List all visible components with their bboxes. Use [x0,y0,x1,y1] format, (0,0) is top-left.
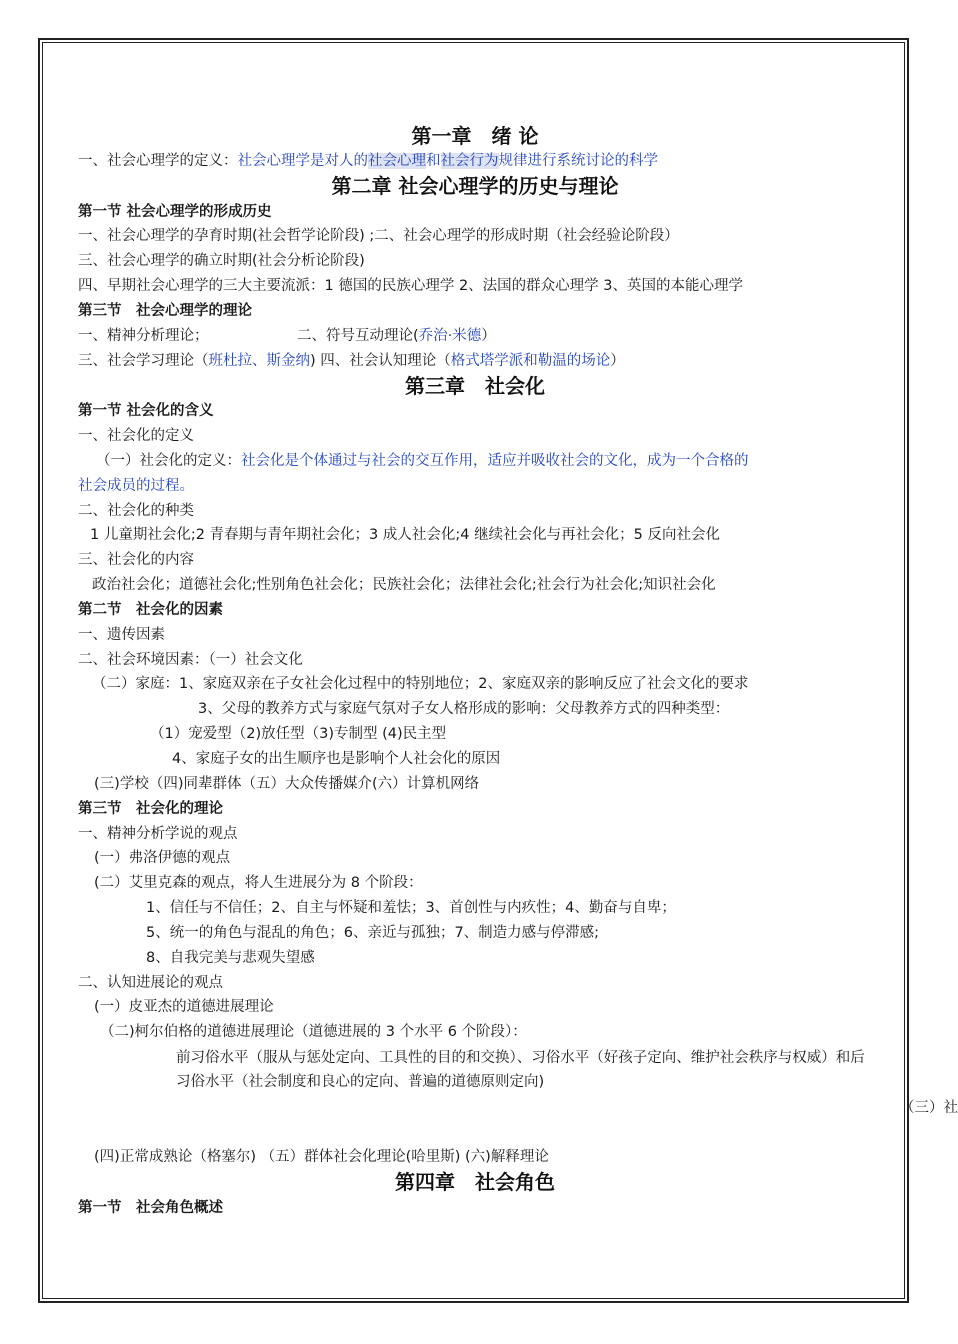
definition-highlight-a: 社会心理 [368,153,426,169]
ch3-line-19: 二、认知进展论的观点 [78,975,223,991]
definition-text-a: 社会心理学是对人的 [237,153,368,169]
ch3-section-3-heading: 第三节 社会化的理论 [78,801,223,817]
ch3-line-15: (二）艾里克森的观点，将人生进展分为 8 个阶段： [94,875,423,891]
ch3-line-14: (一）弗洛伊德的观点 [94,850,231,866]
ch3-definition-label: （一）社会化的定义： [96,453,241,469]
ch3-line-11: 4、家庭子女的出生顺序也是影响个人社会化的原因 [172,751,501,767]
ch2-theory-social-cognition-close: ） [610,353,625,369]
ch3-line-9: 3、父母的教养方式与家庭气氛对子女人格形成的影响：父母教养方式的四种类型： [198,701,730,717]
ch2-theory-psychoanalysis: 一、精神分析理论； [78,328,209,344]
ch3-line-23-overflow: （三）社 [900,1100,958,1116]
ch3-definition-text-2: 社会成员的过程。 [78,478,194,494]
ch2-theory-social-learning-label: 三、社会学习理论（ [78,353,209,369]
ch3-line-8: （二）家庭：1、家庭双亲在子女社会化过程中的特别地位；2、家庭双亲的影响反应了社会文化的要求 [92,676,749,692]
definition-line [78,151,658,171]
ch3-line-24: (四)正常成熟论（格塞尔) （五）群体社会化理论(哈里斯) (六)解释理论 [94,1149,549,1165]
ch3-line-22: 前习俗水平（服从与惩处定向、工具性的目的和交换）、习俗水平（好孩子定向、维护社会秩序与权威）和后习俗水平（社会制度和良心的定向、普遍的道德原则定向) [176,1050,865,1090]
ch3-line-20: (一）皮亚杰的道德进展理论 [94,999,274,1015]
ch2-theory-social-cognition-people: 格式塔学派和勒温的场论 [450,353,611,369]
ch3-line-16: 1、信任与不信任；2、自主与怀疑和羞怯；3、首创性与内疚性；4、勤奋与自卑； [146,900,676,916]
ch3-line-10: （1）宠爱型（2)放任型（3)专制型 (4)民主型 [150,726,447,742]
ch3-line-5: 政治社会化；道德社会化;性别角色社会化；民族社会化；法律社会化;社会行为社会化;知识社会化 [92,577,716,593]
ch2-line-1: 一、社会心理学的孕育时期(社会哲学论阶段) ;二、社会心理学的形成时期（社会经验论阶段） [78,228,679,244]
ch2-theory-symbolic-interaction [297,326,496,346]
ch3-socialization-definition [96,451,749,471]
ch2-theory-line-2 [78,351,625,371]
ch2-theory-symbolic-close: ） [481,328,496,344]
ch2-line-2: 三、社会心理学的确立时期(社会分析论阶段) [78,253,365,269]
chapter-1-title: 第一章 绪 论 [411,124,539,148]
ch2-line-3: 四、早期社会心理学的三大主要流派：1 德国的民族心理学 2、法国的群众心理学 3、英国的本能心理学 [78,278,743,294]
ch2-theory-symbolic-label: 二、符号互动理论( [297,328,419,344]
definition-label: 一、社会心理学的定义： [78,153,238,169]
ch2-theory-symbolic-person: 乔治·米德 [418,328,482,344]
ch4-section-1-heading: 第一节 社会角色概述 [78,1200,223,1216]
ch3-section-1-heading: 第一节 社会化的含义 [78,403,214,419]
ch3-line-6: 一、遗传因素 [78,627,165,643]
ch2-theory-social-cognition-label: ) 四、社会认知理论（ [310,353,451,369]
ch2-theory-social-learning-people: 班杜拉、斯金纳 [208,353,310,369]
chapter-2-title: 第二章 社会心理学的历史与理论 [331,174,619,198]
ch3-line-17: 5、统一的角色与混乱的角色；6、亲近与孤独；7、制造力感与停滞感; [146,925,600,941]
ch3-line-18: 8、自我完美与悲观失望感 [146,950,315,966]
ch3-line-1: 一、社会化的定义 [78,428,194,444]
ch3-line-2: 二、社会化的种类 [78,503,194,519]
ch3-line-13: 一、精神分析学说的观点 [78,826,238,842]
ch3-line-4: 三、社会化的内容 [78,552,194,568]
definition-text-c: 规律进行系统讨论的科学 [498,153,658,169]
ch3-line-7: 二、社会环境因素：（一）社会文化 [78,652,303,668]
definition-highlight-b: 社会行为 [440,153,499,169]
ch2-section-1-heading: 第一节 社会心理学的形成历史 [78,204,272,220]
chapter-3-title: 第三章 社会化 [405,374,545,398]
ch3-line-12: (三)学校（四)同辈群体（五）大众传播媒介(六）计算机网络 [94,776,480,792]
ch3-section-2-heading: 第二节 社会化的因素 [78,602,223,618]
ch3-definition-text-1: 社会化是个体通过与社会的交互作用，适应并吸收社会的文化，成为一个合格的 [241,453,749,469]
chapter-4-title: 第四章 社会角色 [395,1170,555,1194]
ch3-line-3: 1 儿童期社会化;2 青春期与青年期社会化；3 成人社会化;4 继续社会化与再社会化；5 反向社会化 [90,527,720,543]
ch3-line-21: （二)柯尔伯格的道德进展理论（道德进展的 3 个水平 6 个阶段）： [100,1024,527,1040]
definition-text-b: 和 [426,153,441,169]
ch2-section-3-heading: 第三节 社会心理学的理论 [78,303,252,319]
